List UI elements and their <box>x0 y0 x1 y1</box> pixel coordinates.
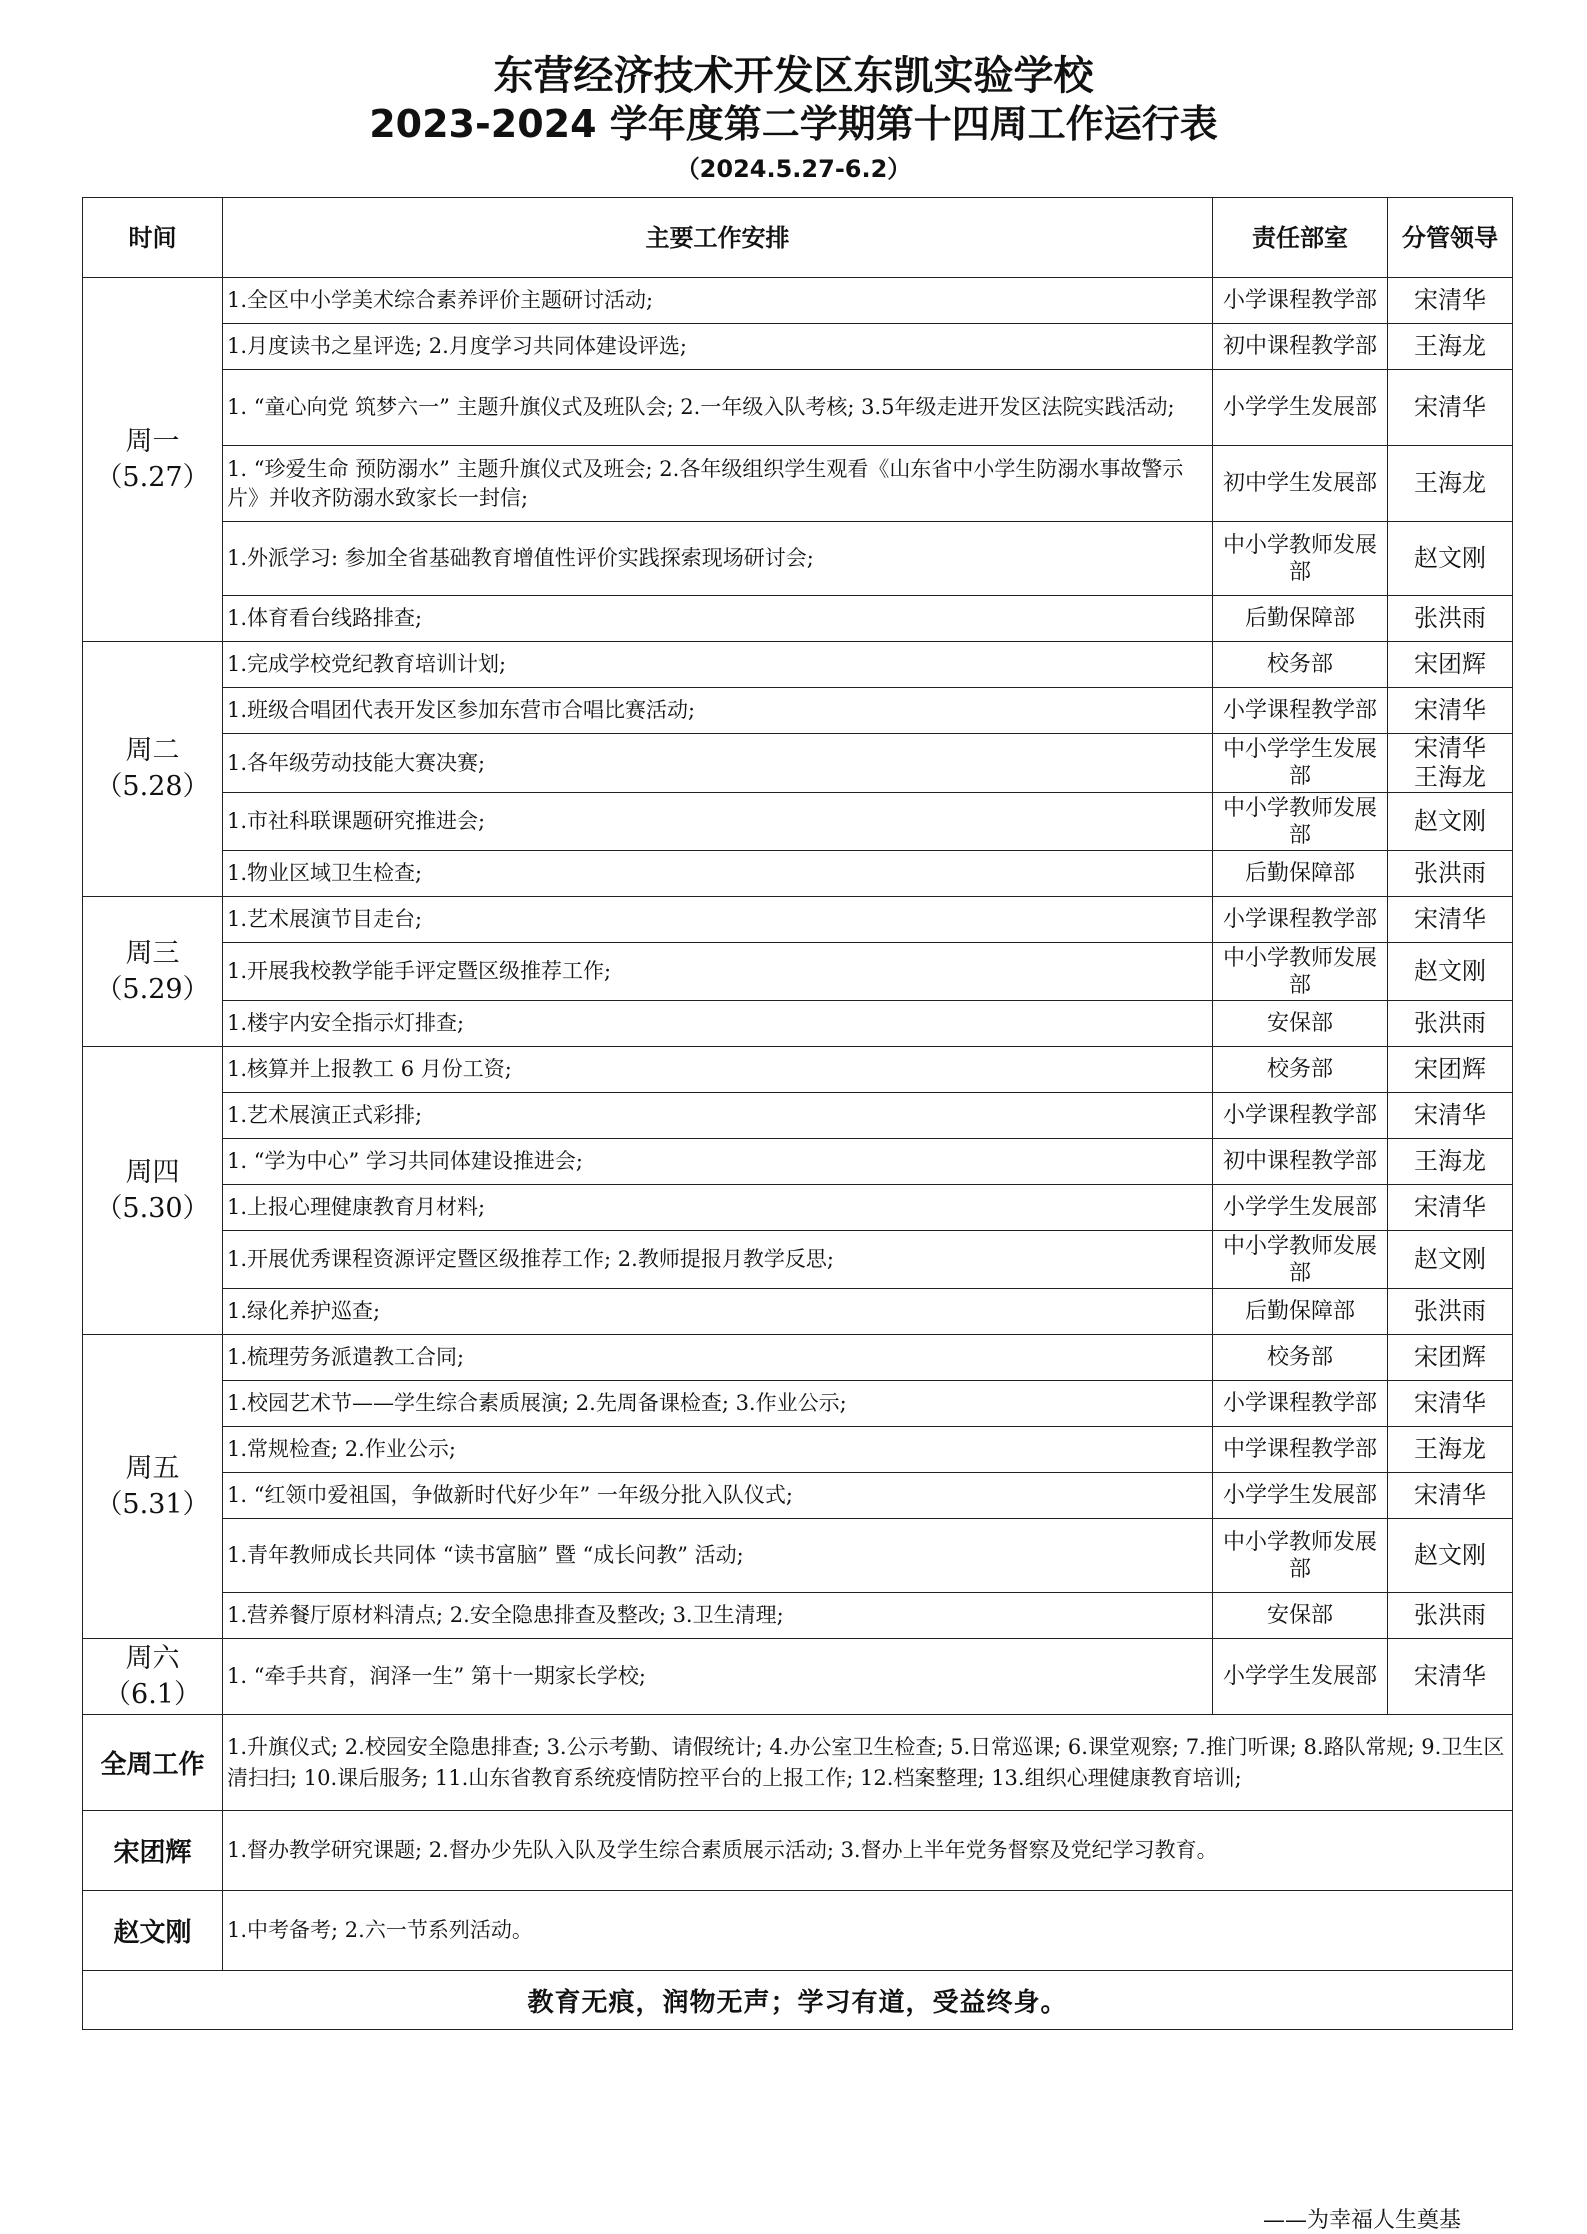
dept-cell: 初中课程教学部 <box>1213 324 1388 370</box>
person-text: 1.中考备考; 2.六一节系列活动。 <box>223 1891 1513 1971</box>
lead-name: 赵文刚 <box>1414 1541 1486 1569</box>
schedule-row <box>83 324 1513 370</box>
header-row <box>83 198 1513 278</box>
dept-cell: 校务部 <box>1213 642 1388 688</box>
lead-cell <box>1388 1473 1513 1519</box>
lead-cell <box>1388 1639 1513 1715</box>
dept-cell: 中小学教师发展部 <box>1213 793 1388 851</box>
task-cell: 1. “红领巾爱祖国，争做新时代好少年” 一年级分批入队仪式; <box>223 1473 1213 1519</box>
lead-name: 宋清华 <box>1414 1481 1486 1509</box>
lead-name: 宋清华 <box>1414 1389 1486 1417</box>
lead-name: 王海龙 <box>1414 469 1486 497</box>
lead-name: 王海龙 <box>1414 1147 1486 1175</box>
dept-cell: 校务部 <box>1213 1047 1388 1093</box>
lead-name: 张洪雨 <box>1414 1601 1486 1629</box>
dept-cell: 后勤保障部 <box>1213 851 1388 897</box>
lead-name: 宋清华 <box>1414 1193 1486 1221</box>
schedule-row <box>83 1001 1513 1047</box>
schedule-row <box>83 688 1513 734</box>
schedule-row <box>83 1473 1513 1519</box>
lead-name: 宋团辉 <box>1414 1343 1486 1371</box>
task-cell: 1.开展优秀课程资源评定暨区级推荐工作; 2.教师提报月教学反思; <box>223 1231 1213 1289</box>
dept-cell: 初中学生发展部 <box>1213 446 1388 522</box>
person-row <box>83 1811 1513 1891</box>
schedule-row <box>83 1381 1513 1427</box>
dept-cell: 校务部 <box>1213 1335 1388 1381</box>
day-cell <box>83 1047 223 1335</box>
dept-cell: 中小学教师发展部 <box>1213 522 1388 596</box>
dept-cell: 小学课程教学部 <box>1213 278 1388 324</box>
motto-row <box>83 1971 1513 2030</box>
lead-cell <box>1388 1139 1513 1185</box>
day-date: （5.27） <box>95 461 210 493</box>
task-cell: 1.绿化养护巡查; <box>223 1289 1213 1335</box>
schedule-row <box>83 1047 1513 1093</box>
task-cell: 1. “牵手共育，润泽一生” 第十一期家长学校; <box>223 1639 1213 1715</box>
week-label: 全周工作 <box>83 1715 223 1811</box>
summary-body <box>83 1715 1513 2030</box>
dept-cell: 后勤保障部 <box>1213 596 1388 642</box>
day-date: （6.1） <box>104 1678 201 1710</box>
person-row <box>83 1891 1513 1971</box>
lead-cell <box>1388 278 1513 324</box>
header-dept: 责任部室 <box>1213 198 1388 278</box>
task-cell: 1. “学为中心” 学习共同体建设推进会; <box>223 1139 1213 1185</box>
day-name: 周一 <box>125 425 180 457</box>
task-cell: 1.梳理劳务派遣教工合同; <box>223 1335 1213 1381</box>
lead-cell <box>1388 1427 1513 1473</box>
schedule-row <box>83 370 1513 446</box>
lead-cell <box>1388 1593 1513 1639</box>
day-cell <box>83 897 223 1047</box>
schedule-row <box>83 596 1513 642</box>
day-cell <box>83 642 223 897</box>
day-name: 周五 <box>125 1452 180 1484</box>
person-label: 宋团辉 <box>83 1811 223 1891</box>
lead-name: 赵文刚 <box>1414 807 1486 835</box>
schedule-row <box>83 851 1513 897</box>
task-cell: 1.班级合唱团代表开发区参加东营市合唱比赛活动; <box>223 688 1213 734</box>
schedule-row <box>83 1335 1513 1381</box>
schedule-row <box>83 1093 1513 1139</box>
task-cell: 1.楼宇内安全指示灯排查; <box>223 1001 1213 1047</box>
dept-cell: 小学学生发展部 <box>1213 1185 1388 1231</box>
schedule-row <box>83 943 1513 1001</box>
schedule-row <box>83 897 1513 943</box>
schedule-row <box>83 1289 1513 1335</box>
task-cell: 1.全区中小学美术综合素养评价主题研讨活动; <box>223 278 1213 324</box>
schedule-row <box>83 1427 1513 1473</box>
schedule-row <box>83 642 1513 688</box>
day-date: （5.28） <box>95 771 210 802</box>
task-cell: 1.完成学校党纪教育培训计划; <box>223 642 1213 688</box>
task-cell: 1. “珍爱生命 预防溺水” 主题升旗仪式及班会; 2.各年级组织学生观看《山东省中小学生防溺水事故警示片》并收齐防溺水致家长一封信; <box>223 446 1213 522</box>
task-cell: 1.艺术展演节目走台; <box>223 897 1213 943</box>
dept-cell: 后勤保障部 <box>1213 1289 1388 1335</box>
week-text: 1.升旗仪式; 2.校园安全隐患排查; 3.公示考勤、请假统计; 4.办公室卫生检查; 5.日常巡课; 6.课堂观察; 7.推门听课; 8.路队常规; 9.卫生区清扫扫; 10.课后服务; 11.山东省教育系统疫情防控平台的上报工作; 12.档案整理; 13.组织心理健康教育培训; <box>223 1715 1513 1811</box>
lead-cell <box>1388 324 1513 370</box>
header-time: 时间 <box>83 198 223 278</box>
lead-name: 宋清华 <box>1414 696 1486 724</box>
dept-cell: 中小学教师发展部 <box>1213 943 1388 1001</box>
lead-name: 宋清华 <box>1414 905 1486 933</box>
lead-name: 宋团辉 <box>1414 650 1486 678</box>
lead-cell <box>1388 522 1513 596</box>
lead-cell <box>1388 642 1513 688</box>
lead-name: 宋清华 <box>1414 286 1486 314</box>
page-header <box>0 52 1587 186</box>
dept-cell: 中小学教师发展部 <box>1213 1519 1388 1593</box>
task-cell: 1.常规检查; 2.作业公示; <box>223 1427 1213 1473</box>
lead-cell <box>1388 1185 1513 1231</box>
header-work: 主要工作安排 <box>223 198 1213 278</box>
schedule-row <box>83 1593 1513 1639</box>
lead-cell <box>1388 1381 1513 1427</box>
dept-cell: 中小学学生发展部 <box>1213 734 1388 793</box>
lead-cell <box>1388 688 1513 734</box>
schedule-body <box>83 278 1513 1715</box>
day-name: 周四 <box>125 1156 180 1188</box>
schedule-row <box>83 734 1513 793</box>
task-cell: 1.物业区域卫生检查; <box>223 851 1213 897</box>
dept-cell: 小学课程教学部 <box>1213 1093 1388 1139</box>
day-cell <box>83 1639 223 1715</box>
dept-cell: 中小学教师发展部 <box>1213 1231 1388 1289</box>
schedule-title: 2023-2024 学年度第二学期第十四周工作运行表 <box>369 102 1218 146</box>
task-cell: 1.校园艺术节——学生综合素质展演; 2.先周备课检查; 3.作业公示; <box>223 1381 1213 1427</box>
header-lead: 分管领导 <box>1388 198 1513 278</box>
day-name: 周二 <box>125 735 180 766</box>
lead-name: 赵文刚 <box>1414 544 1486 572</box>
motto-text: 教育无痕，润物无声；学习有道，受益终身。 <box>83 1971 1513 2030</box>
schedule-table <box>82 197 1513 2030</box>
schedule-row <box>83 1519 1513 1593</box>
task-cell: 1.体育看台线路排查; <box>223 596 1213 642</box>
day-cell <box>83 1335 223 1639</box>
lead-cell <box>1388 1519 1513 1593</box>
lead-name: 宋团辉 <box>1414 1055 1486 1083</box>
task-cell: 1.核算并上报教工 6 月份工资; <box>223 1047 1213 1093</box>
schedule-row <box>83 1139 1513 1185</box>
lead-cell <box>1388 1093 1513 1139</box>
person-label: 赵文刚 <box>83 1891 223 1971</box>
lead-cell <box>1388 596 1513 642</box>
lead-name: 王海龙 <box>1414 763 1486 791</box>
footer-slogan: ——为幸福人生奠基 <box>1262 2208 1461 2233</box>
day-name: 周六 <box>125 1642 180 1674</box>
lead-name: 张洪雨 <box>1414 604 1486 632</box>
task-cell: 1.营养餐厅原材料清点; 2.安全隐患排查及整改; 3.卫生清理; <box>223 1593 1213 1639</box>
lead-name: 张洪雨 <box>1414 859 1486 887</box>
person-text: 1.督办教学研究课题; 2.督办少先队入队及学生综合素质展示活动; 3.督办上半年党务督察及党纪学习教育。 <box>223 1811 1513 1891</box>
schedule-row <box>83 1231 1513 1289</box>
lead-cell <box>1388 943 1513 1001</box>
schedule-row <box>83 1185 1513 1231</box>
lead-cell <box>1388 1001 1513 1047</box>
task-cell: 1.开展我校教学能手评定暨区级推荐工作; <box>223 943 1213 1001</box>
schedule-row <box>83 446 1513 522</box>
day-date: （5.31） <box>95 1488 210 1520</box>
day-date: （5.29） <box>95 973 210 1005</box>
task-cell: 1.市社科联课题研究推进会; <box>223 793 1213 851</box>
lead-cell <box>1388 1289 1513 1335</box>
lead-name: 宋清华 <box>1414 393 1486 421</box>
lead-cell <box>1388 1047 1513 1093</box>
task-cell: 1.各年级劳动技能大赛决赛; <box>223 734 1213 793</box>
lead-cell <box>1388 793 1513 851</box>
schedule-row <box>83 278 1513 324</box>
date-range: （2024.5.27-6.2） <box>675 155 912 183</box>
lead-name: 王海龙 <box>1414 1435 1486 1463</box>
dept-cell: 初中课程教学部 <box>1213 1139 1388 1185</box>
dept-cell: 安保部 <box>1213 1593 1388 1639</box>
week-row <box>83 1715 1513 1811</box>
task-cell: 1.上报心理健康教育月材料; <box>223 1185 1213 1231</box>
dept-cell: 小学课程教学部 <box>1213 1381 1388 1427</box>
lead-cell <box>1388 734 1513 793</box>
dept-cell: 小学课程教学部 <box>1213 688 1388 734</box>
day-cell <box>83 278 223 642</box>
task-cell: 1.青年教师成长共同体 “读书富脑” 暨 “成长问教” 活动; <box>223 1519 1213 1593</box>
lead-cell <box>1388 1231 1513 1289</box>
lead-cell <box>1388 370 1513 446</box>
lead-name: 宋清华 <box>1414 1662 1486 1690</box>
task-cell: 1.月度读书之星评选; 2.月度学习共同体建设评选; <box>223 324 1213 370</box>
dept-cell: 中学课程教学部 <box>1213 1427 1388 1473</box>
task-cell: 1. “童心向党 筑梦六一” 主题升旗仪式及班队会; 2.一年级入队考核; 3.5年级走进开发区法院实践活动; <box>223 370 1213 446</box>
dept-cell: 小学学生发展部 <box>1213 370 1388 446</box>
lead-name: 张洪雨 <box>1414 1297 1486 1325</box>
lead-cell <box>1388 851 1513 897</box>
task-cell: 1.外派学习: 参加全省基础教育增值性评价实践探索现场研讨会; <box>223 522 1213 596</box>
task-cell: 1.艺术展演正式彩排; <box>223 1093 1213 1139</box>
schedule-row <box>83 793 1513 851</box>
dept-cell: 小学学生发展部 <box>1213 1639 1388 1715</box>
day-date: （5.30） <box>95 1192 210 1224</box>
dept-cell: 小学学生发展部 <box>1213 1473 1388 1519</box>
schedule-row <box>83 522 1513 596</box>
lead-name: 王海龙 <box>1414 332 1486 360</box>
lead-cell <box>1388 1335 1513 1381</box>
dept-cell: 安保部 <box>1213 1001 1388 1047</box>
lead-name: 宋清华 <box>1414 734 1486 762</box>
lead-name: 张洪雨 <box>1414 1009 1486 1037</box>
schedule-row <box>83 1639 1513 1715</box>
school-title: 东营经济技术开发区东凯实验学校 <box>493 53 1094 99</box>
lead-name: 赵文刚 <box>1414 957 1486 985</box>
lead-name: 赵文刚 <box>1414 1245 1486 1273</box>
lead-name: 宋清华 <box>1414 1101 1486 1129</box>
lead-cell <box>1388 446 1513 522</box>
dept-cell: 小学课程教学部 <box>1213 897 1388 943</box>
lead-cell <box>1388 897 1513 943</box>
day-name: 周三 <box>125 937 180 969</box>
